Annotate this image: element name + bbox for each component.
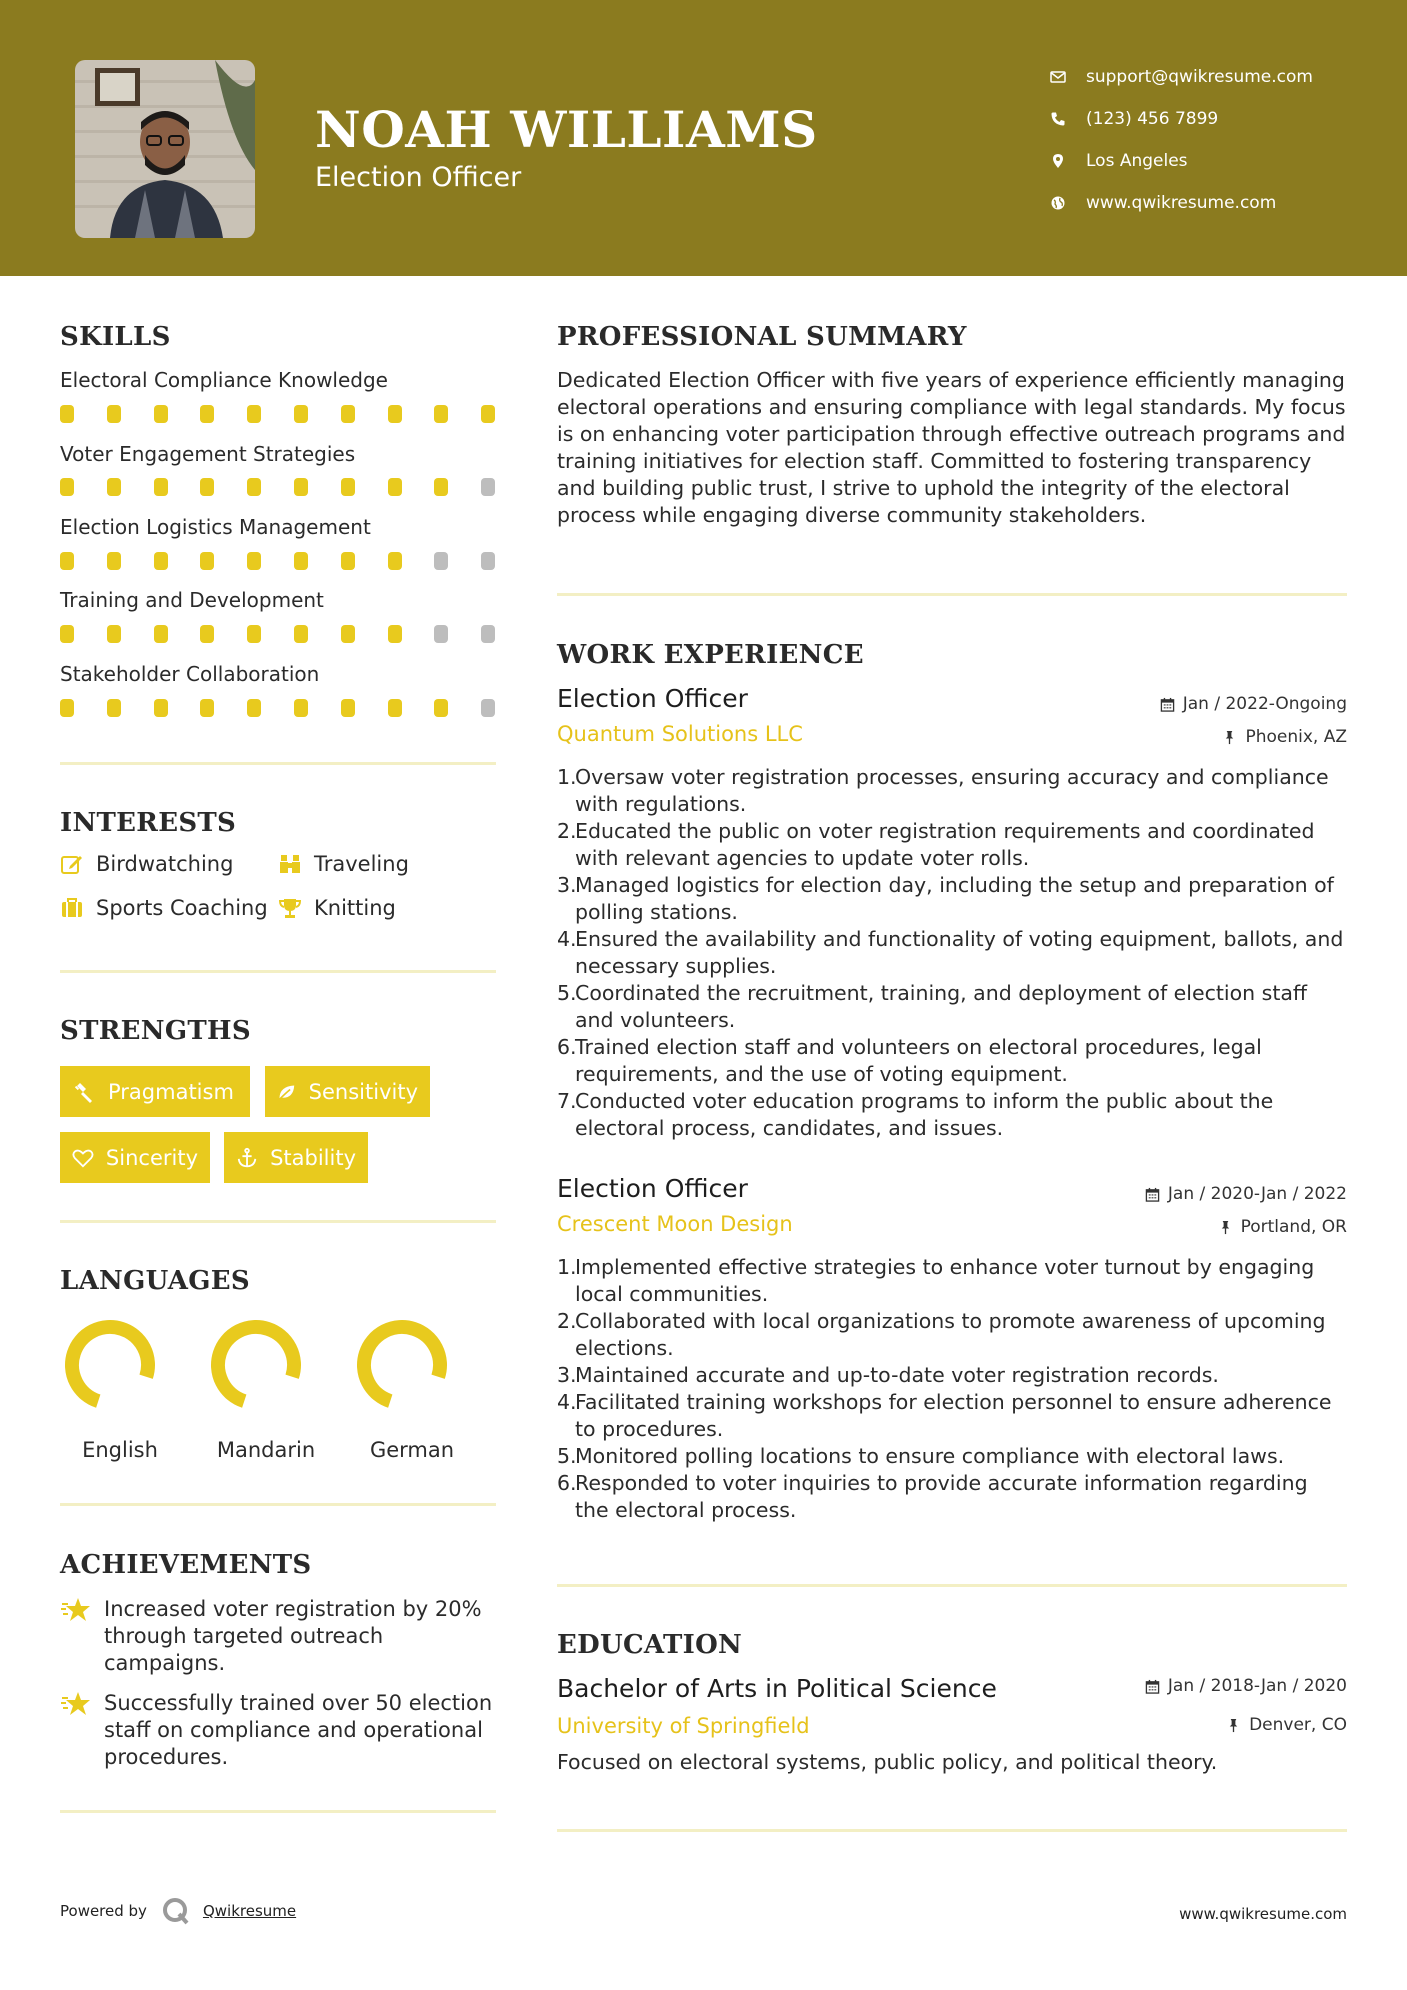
strength-badge — [265, 1066, 430, 1117]
list-item — [557, 1389, 1347, 1443]
list-item-text: Oversaw voter registration processes, ensuring accuracy and compliance with regulations. — [575, 765, 1329, 816]
strength-label: Stability — [270, 1145, 356, 1170]
job-dates-text: Jan / 2022-Ongoing — [1182, 694, 1347, 714]
calendar-icon — [1160, 697, 1175, 712]
skill-dot — [388, 478, 402, 496]
strength-badge — [224, 1132, 368, 1183]
skill-dot — [200, 699, 214, 717]
job-dates — [1160, 694, 1347, 714]
education-dates — [1145, 1676, 1347, 1696]
edit-icon — [60, 852, 84, 876]
gavel-icon — [72, 1080, 96, 1104]
job-company: Crescent Moon Design — [557, 1212, 793, 1236]
skill-dot — [200, 625, 214, 643]
brand-link[interactable]: Qwikresume — [202, 1902, 297, 1920]
contact-list — [1050, 56, 1313, 224]
footer-powered-by — [60, 1896, 296, 1926]
job-location-text: Phoenix, AZ — [1245, 727, 1347, 747]
skill-dot — [107, 552, 121, 570]
skill-dot — [107, 478, 121, 496]
job-bullets — [557, 764, 1347, 1142]
skill-dot — [247, 405, 261, 423]
skill-dot — [60, 552, 74, 570]
list-item-number: 1. — [557, 765, 577, 789]
list-item-number: 2. — [557, 1309, 577, 1333]
job-dates — [1145, 1184, 1347, 1204]
list-item-text: Managed logistics for election day, including the setup and preparation of polling stations. — [575, 873, 1334, 924]
list-item — [557, 872, 1347, 926]
strength-label: Sincerity — [105, 1145, 198, 1170]
list-item-text: Monitored polling locations to ensure compliance with electoral laws. — [575, 1444, 1285, 1468]
calendar-icon — [1145, 1679, 1160, 1694]
interest-item — [60, 852, 233, 876]
list-item — [557, 1034, 1347, 1088]
skill-dot — [388, 552, 402, 570]
skill-name: Training and Development — [60, 588, 324, 612]
list-item-number: 5. — [557, 1444, 577, 1468]
skill-dot — [60, 405, 74, 423]
summary-heading: PROFESSIONAL SUMMARY — [557, 322, 967, 352]
contact-phone[interactable] — [1050, 98, 1313, 140]
section-divider — [557, 1829, 1347, 1832]
skill-name: Electoral Compliance Knowledge — [60, 368, 388, 392]
star-icon — [60, 1688, 92, 1720]
list-item-text: Implemented effective strategies to enhance voter turnout by engaging local communities. — [575, 1255, 1315, 1306]
list-item-number: 7. — [557, 1089, 577, 1113]
language-ring — [352, 1310, 472, 1430]
profile-photo-image — [75, 60, 255, 238]
skill-dot — [60, 478, 74, 496]
language-ring — [206, 1310, 326, 1430]
section-divider — [60, 1220, 496, 1223]
contact-location-text: Los Angeles — [1086, 151, 1188, 171]
contact-website-text: www.qwikresume.com — [1086, 193, 1277, 213]
skill-dot — [200, 552, 214, 570]
job-location — [1218, 1217, 1347, 1237]
list-item-text: Trained election staff and volunteers on electoral procedures, legal requirements, and the use of voting equipment. — [575, 1035, 1262, 1086]
skill-dot — [107, 699, 121, 717]
skill-dot — [434, 699, 448, 717]
footer-website[interactable]: www.qwikresume.com — [1179, 1905, 1347, 1923]
skill-dot — [341, 405, 355, 423]
skill-dot — [341, 625, 355, 643]
list-item-text: Maintained accurate and up-to-date voter registration records. — [575, 1363, 1219, 1387]
job-location — [1222, 727, 1347, 747]
list-item — [557, 926, 1347, 980]
list-item-number: 4. — [557, 927, 577, 951]
skill-rating — [60, 552, 500, 570]
achievements-heading: ACHIEVEMENTS — [60, 1550, 312, 1580]
skill-dot — [154, 405, 168, 423]
list-item-number: 6. — [557, 1035, 577, 1059]
list-item — [557, 980, 1347, 1034]
list-item-number: 3. — [557, 1363, 577, 1387]
language-name: Mandarin — [216, 1438, 316, 1462]
skill-dot — [388, 699, 402, 717]
language-name: German — [369, 1438, 455, 1462]
interests-heading: INTERESTS — [60, 808, 237, 838]
job-title: Election Officer — [557, 1174, 748, 1203]
language-item — [60, 1310, 180, 1462]
trophy-icon — [278, 896, 302, 920]
calendar-icon — [1145, 1187, 1160, 1202]
powered-by-text: Powered by — [60, 1902, 147, 1920]
skill-dot — [107, 625, 121, 643]
strength-label: Sensitivity — [308, 1079, 418, 1104]
skill-dot — [481, 699, 495, 717]
skill-dot — [294, 552, 308, 570]
interest-item — [60, 896, 268, 920]
skill-dot — [341, 552, 355, 570]
list-item-number: 6. — [557, 1471, 577, 1495]
education-description: Focused on electoral systems, public policy, and political theory. — [557, 1750, 1218, 1774]
skill-dot — [154, 699, 168, 717]
job-bullets — [557, 1254, 1347, 1524]
list-item-text: Conducted voter education programs to inform the public about the electoral process, candidates, and issues. — [575, 1089, 1274, 1140]
education-location — [1226, 1715, 1347, 1735]
skill-dot — [481, 625, 495, 643]
briefcase-icon — [60, 896, 84, 920]
list-item-number: 5. — [557, 981, 577, 1005]
achievement-text: Increased voter registration by 20% through targeted outreach campaigns. — [104, 1597, 482, 1675]
language-ring — [60, 1310, 180, 1430]
skill-dot — [294, 625, 308, 643]
skill-dot — [434, 405, 448, 423]
language-name: English — [82, 1438, 158, 1462]
skill-name: Voter Engagement Strategies — [60, 442, 356, 466]
job-company: Quantum Solutions LLC — [557, 722, 803, 746]
contact-email-text: support@qwikresume.com — [1086, 67, 1313, 87]
strength-badge — [60, 1132, 210, 1183]
skill-dot — [60, 699, 74, 717]
pushpin-icon — [1218, 1220, 1233, 1235]
skill-dot — [154, 552, 168, 570]
anchor-icon — [236, 1146, 258, 1170]
skill-rating — [60, 699, 500, 717]
map-pin-icon — [1050, 153, 1066, 169]
skill-dot — [294, 478, 308, 496]
strengths-heading: STRENGTHS — [60, 1016, 251, 1046]
list-item-text: Collaborated with local organizations to promote awareness of upcoming elections. — [575, 1309, 1326, 1360]
skill-dot — [388, 405, 402, 423]
section-divider — [60, 1810, 496, 1813]
list-item — [557, 1470, 1347, 1524]
skill-dot — [294, 699, 308, 717]
section-divider — [557, 593, 1347, 596]
achievement-item — [60, 1596, 500, 1677]
list-item — [557, 818, 1347, 872]
qwikresume-logo-icon — [161, 1896, 191, 1926]
interest-label: Traveling — [314, 852, 409, 876]
education-location-text: Denver, CO — [1249, 1715, 1347, 1735]
skill-dot — [434, 625, 448, 643]
interest-label: Sports Coaching — [96, 896, 268, 920]
skill-rating — [60, 478, 500, 496]
list-item-text: Facilitated training workshops for election personnel to ensure adherence to procedures. — [575, 1390, 1332, 1441]
pushpin-icon — [1226, 1718, 1241, 1733]
list-item-text: Coordinated the recruitment, training, and deployment of election staff and volunteers. — [575, 981, 1308, 1032]
envelope-icon — [1050, 69, 1066, 85]
skill-dot — [481, 478, 495, 496]
globe-icon — [1050, 195, 1066, 211]
achievement-item — [60, 1690, 500, 1771]
skill-dot — [200, 478, 214, 496]
skill-dot — [481, 405, 495, 423]
skill-dot — [481, 552, 495, 570]
pushpin-icon — [1222, 730, 1237, 745]
interest-item — [278, 852, 409, 876]
education-degree: Bachelor of Arts in Political Science — [557, 1674, 997, 1703]
list-item — [557, 1308, 1347, 1362]
skill-dot — [341, 478, 355, 496]
section-divider — [60, 762, 496, 765]
list-item-text: Responded to voter inquiries to provide accurate information regarding the electoral process. — [575, 1471, 1308, 1522]
skill-dot — [247, 478, 261, 496]
section-divider — [60, 970, 496, 973]
candidate-name: NOAH WILLIAMS — [315, 100, 818, 159]
skill-dot — [107, 405, 121, 423]
summary-text: Dedicated Election Officer with five years of experience efficiently managing electoral operations and ensuring compliance with legal standards. My focus is on enhancing voter participation through effective outreach programs and training initiatives for election staff. Committed to fostering transparency and building public trust, I strive to uphold the integrity of the electoral process while engaging diverse community stakeholders. — [557, 368, 1346, 527]
heart-icon — [72, 1146, 94, 1170]
list-item-number: 1. — [557, 1255, 577, 1279]
skills-heading: SKILLS — [60, 322, 171, 352]
profile-photo — [75, 60, 255, 238]
list-item — [557, 1362, 1347, 1389]
leaf-icon — [277, 1080, 297, 1104]
skill-dot — [247, 552, 261, 570]
list-item-number: 3. — [557, 873, 577, 897]
interest-label: Knitting — [314, 896, 396, 920]
education-school: University of Springfield — [557, 1714, 810, 1738]
skill-dot — [294, 405, 308, 423]
list-item — [557, 1254, 1347, 1308]
contact-website[interactable] — [1050, 182, 1313, 224]
section-divider — [557, 1584, 1347, 1587]
job-title: Election Officer — [557, 684, 748, 713]
skill-dot — [434, 552, 448, 570]
strength-label: Pragmatism — [108, 1079, 234, 1104]
list-item-text: Educated the public on voter registration requirements and coordinated with relevant agencies to update voter rolls. — [575, 819, 1315, 870]
contact-email[interactable] — [1050, 56, 1313, 98]
list-item — [557, 1088, 1347, 1142]
skill-rating — [60, 625, 500, 643]
interest-label: Birdwatching — [96, 852, 234, 876]
interest-item — [278, 896, 396, 920]
skill-rating — [60, 405, 500, 423]
list-item-number: 2. — [557, 819, 577, 843]
skill-dot — [200, 405, 214, 423]
star-icon — [60, 1594, 92, 1626]
education-dates-text: Jan / 2018-Jan / 2020 — [1167, 1676, 1347, 1696]
language-item — [352, 1310, 472, 1462]
skill-dot — [247, 625, 261, 643]
job-dates-text: Jan / 2020-Jan / 2022 — [1167, 1184, 1347, 1204]
binoculars-icon — [278, 852, 302, 876]
list-item — [557, 1443, 1347, 1470]
education-heading: EDUCATION — [557, 1630, 743, 1660]
skill-dot — [60, 625, 74, 643]
skill-dot — [388, 625, 402, 643]
phone-icon — [1050, 111, 1066, 127]
skill-dot — [341, 699, 355, 717]
languages-heading: LANGUAGES — [60, 1266, 250, 1296]
skill-dot — [434, 478, 448, 496]
strength-badge — [60, 1066, 250, 1117]
resume-header — [0, 0, 1407, 276]
list-item — [557, 764, 1347, 818]
experience-heading: WORK EXPERIENCE — [557, 640, 864, 670]
list-item-number: 4. — [557, 1390, 577, 1414]
contact-location — [1050, 140, 1313, 182]
list-item-text: Ensured the availability and functionality of voting equipment, ballots, and necessary supplies. — [575, 927, 1344, 978]
skill-dot — [154, 625, 168, 643]
section-divider — [60, 1503, 496, 1506]
skill-name: Election Logistics Management — [60, 515, 371, 539]
contact-phone-text: (123) 456 7899 — [1086, 109, 1219, 129]
language-item — [206, 1310, 326, 1462]
job-location-text: Portland, OR — [1240, 1217, 1347, 1237]
achievement-text: Successfully trained over 50 election staff on compliance and operational procedures. — [104, 1691, 493, 1769]
candidate-title: Election Officer — [315, 162, 522, 193]
skill-dot — [247, 699, 261, 717]
skill-dot — [154, 478, 168, 496]
skill-name: Stakeholder Collaboration — [60, 662, 320, 686]
